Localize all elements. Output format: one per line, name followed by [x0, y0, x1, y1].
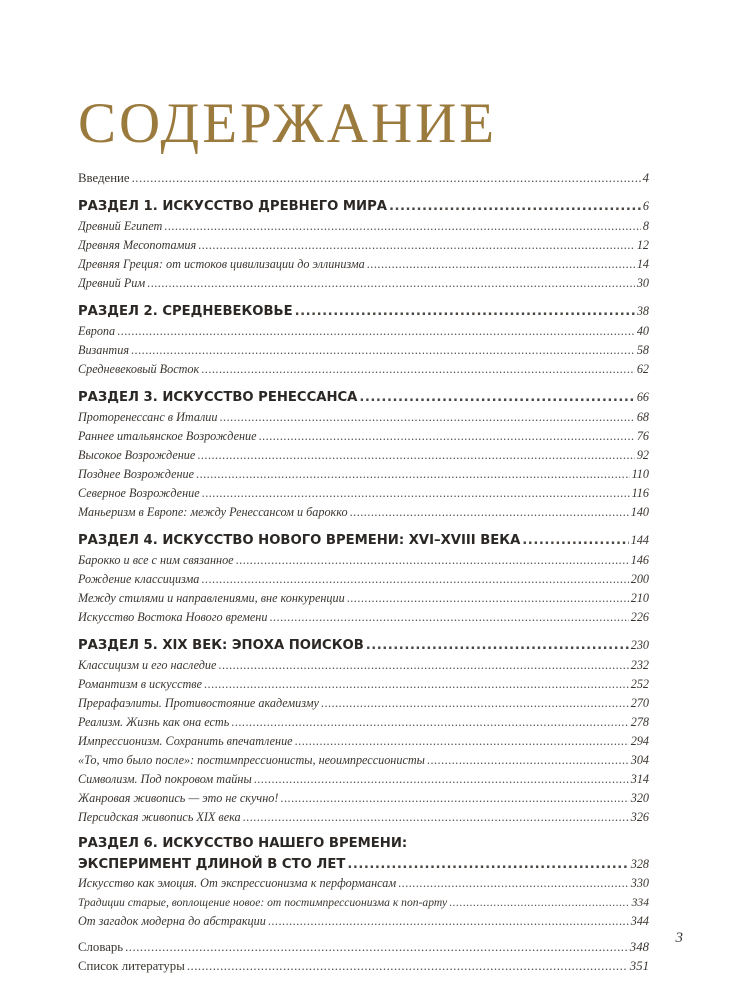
- toc-entry[interactable]: [78, 408, 649, 427]
- dot-leader: [187, 957, 628, 976]
- toc-entry-page: 320: [630, 791, 649, 805]
- toc-entry-page: 294: [630, 734, 649, 748]
- toc-entry-page: 252: [630, 677, 649, 691]
- dot-leader: [198, 236, 635, 255]
- toc-entry-page: 334: [631, 896, 649, 909]
- toc-entry[interactable]: [78, 551, 649, 570]
- toc-entry[interactable]: [78, 770, 649, 789]
- toc-entry[interactable]: [78, 446, 649, 465]
- toc-entry-bibliography[interactable]: [78, 957, 649, 976]
- toc-entry[interactable]: [78, 912, 649, 931]
- dot-leader: [295, 301, 635, 322]
- toc-entry-text: Северное Возрождение: [78, 486, 200, 500]
- toc-entry-page: 330: [630, 876, 649, 890]
- section-heading-6-line1[interactable]: РАЗДЕЛ 6. ИСКУССТВО НАШЕГО ВРЕМЕНИ:: [78, 836, 408, 851]
- toc-entry-text: Список литературы: [78, 959, 185, 973]
- dot-leader: [197, 446, 635, 465]
- toc-entry-text: Европа: [78, 324, 116, 338]
- toc-entry[interactable]: [78, 217, 649, 236]
- toc-entry[interactable]: [78, 465, 649, 484]
- toc-entry[interactable]: [78, 589, 649, 608]
- dot-leader: [204, 675, 629, 694]
- section-heading-page: 6: [642, 199, 649, 213]
- section-heading-3[interactable]: [78, 386, 649, 408]
- section-heading-4[interactable]: [78, 529, 649, 551]
- toc-entry-page: 326: [630, 810, 649, 824]
- toc-entry-page: 344: [630, 914, 649, 928]
- toc-entry[interactable]: [78, 484, 649, 503]
- section-heading-text: РАЗДЕЛ 3. ИСКУССТВО РЕНЕССАНСА: [78, 390, 358, 405]
- dot-leader: [236, 551, 629, 570]
- toc-entry-page: 140: [630, 505, 649, 519]
- toc-entry[interactable]: [78, 427, 649, 446]
- section-heading-page: 328: [630, 857, 649, 871]
- toc-entry-text: Высокое Возрождение: [78, 448, 196, 462]
- dot-leader: [254, 770, 629, 789]
- section-heading-5[interactable]: [78, 634, 649, 656]
- toc-entry-page: 68: [636, 410, 649, 424]
- toc-entry-text: Раннее итальянское Возрождение: [78, 429, 257, 443]
- toc-entry-page: 30: [636, 276, 649, 290]
- toc-entry-page: 76: [636, 429, 649, 443]
- toc-entry-text: Искусство как эмоция. От экспрессионизма к перформансам: [78, 876, 397, 890]
- toc-entry[interactable]: [78, 675, 649, 694]
- toc-entry[interactable]: [78, 503, 649, 522]
- toc-entry[interactable]: [78, 360, 649, 379]
- table-of-contents: [78, 169, 649, 976]
- page-title: СОДЕРЖАНИЕ: [78, 92, 498, 155]
- toc-entry-text: Классицизм и его наследие: [78, 658, 217, 672]
- toc-entry-page: 8: [642, 219, 649, 233]
- toc-entry-text: Рождение классицизма: [78, 572, 200, 586]
- toc-entry-text: Древний Рим: [78, 276, 146, 290]
- toc-entry-text: Импрессионизм. Сохранить впечатление: [78, 734, 293, 748]
- dot-leader: [398, 874, 629, 893]
- toc-entry-text: Жанровая живопись — это не скучно!: [78, 791, 279, 805]
- toc-entry[interactable]: [78, 656, 649, 675]
- toc-entry-text: От загадок модерна до абстракции: [78, 914, 266, 928]
- section-heading-text: РАЗДЕЛ 2. СРЕДНЕВЕКОВЬЕ: [78, 304, 293, 319]
- dot-leader: [201, 570, 628, 589]
- dot-leader: [389, 196, 641, 217]
- toc-entry-page: 12: [636, 238, 649, 252]
- toc-entry-page: 270: [630, 696, 649, 710]
- toc-entry-glossary[interactable]: [78, 938, 649, 957]
- toc-entry-text: Словарь: [78, 940, 124, 954]
- section-heading-page: 66: [636, 390, 649, 404]
- dot-leader: [132, 169, 641, 188]
- toc-entry-page: 314: [630, 772, 649, 786]
- toc-entry-page: 304: [630, 753, 649, 767]
- toc-entry[interactable]: [78, 732, 649, 751]
- toc-entry[interactable]: [78, 751, 649, 770]
- section-heading-6[interactable]: [78, 854, 649, 874]
- dot-leader: [522, 530, 628, 551]
- toc-entry-page: 92: [636, 448, 649, 462]
- dot-leader: [359, 387, 634, 408]
- dot-leader: [196, 465, 630, 484]
- toc-entry[interactable]: [78, 713, 649, 732]
- dot-leader: [367, 255, 635, 274]
- toc-entry[interactable]: [78, 874, 649, 893]
- dot-leader: [219, 408, 634, 427]
- page-number: 3: [675, 930, 683, 946]
- dot-leader: [280, 789, 628, 808]
- dot-leader: [125, 938, 628, 957]
- toc-entry-text: Позднее Возрождение: [78, 467, 195, 481]
- toc-entry-text: Древняя Греция: от истоков цивилизации до эллинизма: [78, 257, 365, 271]
- toc-entry[interactable]: [78, 694, 649, 713]
- toc-entry[interactable]: [78, 570, 649, 589]
- toc-entry-text: Символизм. Под покровом тайны: [78, 772, 252, 786]
- toc-entry-page: 348: [629, 940, 649, 954]
- section-heading-text: РАЗДЕЛ 1. ИСКУССТВО ДРЕВНЕГО МИРА: [78, 199, 387, 214]
- toc-entry-text: Маньеризм в Европе: между Ренессансом и барокко: [78, 505, 348, 519]
- dot-leader: [347, 589, 629, 608]
- toc-entry-page: 14: [636, 257, 649, 271]
- toc-entry-page: 351: [629, 959, 649, 973]
- dot-leader: [218, 656, 628, 675]
- toc-entry-page: 210: [630, 591, 649, 605]
- dot-leader: [427, 751, 629, 770]
- toc-entry-text: Между стилями и направлениями, вне конкуренции: [78, 591, 345, 605]
- toc-entry[interactable]: [78, 789, 649, 808]
- toc-entry-text: Средневековый Восток: [78, 362, 200, 376]
- toc-entry-page: 232: [630, 658, 649, 672]
- toc-entry-text: Древний Египет: [78, 219, 163, 233]
- toc-entry[interactable]: [78, 274, 649, 293]
- toc-entry-text: Романтизм в искусстве: [78, 677, 202, 691]
- dot-leader: [268, 912, 629, 931]
- toc-entry-page: 116: [631, 486, 649, 500]
- dot-leader: [321, 694, 629, 713]
- dot-leader: [201, 360, 635, 379]
- dot-leader: [449, 893, 630, 912]
- dot-leader: [350, 503, 629, 522]
- dot-leader: [164, 217, 641, 236]
- toc-entry-text: Византия: [78, 343, 129, 357]
- toc-entry[interactable]: [78, 808, 649, 827]
- toc-entry-text: Древняя Месопотамия: [78, 238, 197, 252]
- section-heading-page: 38: [636, 304, 649, 318]
- section-heading-page: 144: [630, 533, 649, 547]
- toc-entry-text: Прерафаэлиты. Противостояние академизму: [78, 696, 319, 710]
- section-heading-text: РАЗДЕЛ 4. ИСКУССТВО НОВОГО ВРЕМЕНИ: XVI–XVIII ВЕКА: [78, 533, 521, 548]
- toc-entry-text: Реализм. Жизнь как она есть: [78, 715, 230, 729]
- dot-leader: [231, 713, 628, 732]
- section-heading-2[interactable]: [78, 300, 649, 322]
- section-heading-text: РАЗДЕЛ 5. XIX ВЕК: ЭПОХА ПОИСКОВ: [78, 638, 364, 653]
- toc-entry[interactable]: [78, 236, 649, 255]
- toc-entry-text: «То, что было после»: постимпрессионисты, неоимпрессионисты: [78, 753, 425, 767]
- dot-leader: [259, 427, 635, 446]
- toc-entry-text: Искусство Востока Нового времени: [78, 610, 268, 624]
- toc-entry-page: 40: [636, 324, 649, 338]
- toc-entry-text: Традиции старые, воплощение новое: от постимпрессионизма к поп-арту: [78, 896, 448, 909]
- toc-entry-text: Введение: [78, 171, 130, 185]
- section-heading-page: 230: [630, 638, 649, 652]
- section-heading-1[interactable]: [78, 195, 649, 217]
- toc-entry-page: 58: [636, 343, 649, 357]
- toc-entry-page: 226: [630, 610, 649, 624]
- dot-leader: [295, 732, 629, 751]
- toc-entry-page: 110: [631, 467, 649, 481]
- dot-leader: [117, 322, 635, 341]
- dot-leader: [131, 341, 635, 360]
- dot-leader: [147, 274, 635, 293]
- toc-entry[interactable]: [78, 893, 649, 912]
- toc-entry[interactable]: [78, 341, 649, 360]
- toc-entry-text: Барокко и все с ним связанное: [78, 553, 234, 567]
- toc-entry[interactable]: [78, 255, 649, 274]
- toc-entry-text: Проторенессанс в Италии: [78, 410, 218, 424]
- toc-entry-page: 62: [636, 362, 649, 376]
- dot-leader: [202, 484, 630, 503]
- section-heading-text: ЭКСПЕРИМЕНТ ДЛИНОЙ В СТО ЛЕТ: [78, 857, 346, 872]
- toc-entry[interactable]: [78, 322, 649, 341]
- toc-entry-page: 146: [630, 553, 649, 567]
- toc-entry-text: Персидская живопись XIX века: [78, 810, 241, 824]
- toc-entry-page: 278: [630, 715, 649, 729]
- dot-leader: [243, 808, 629, 827]
- toc-entry-page: 200: [630, 572, 649, 586]
- dot-leader: [269, 608, 628, 627]
- toc-entry-page: 4: [642, 171, 649, 185]
- dot-leader: [366, 635, 629, 656]
- toc-entry-intro[interactable]: [78, 169, 649, 188]
- dot-leader: [347, 855, 628, 874]
- toc-entry[interactable]: [78, 608, 649, 627]
